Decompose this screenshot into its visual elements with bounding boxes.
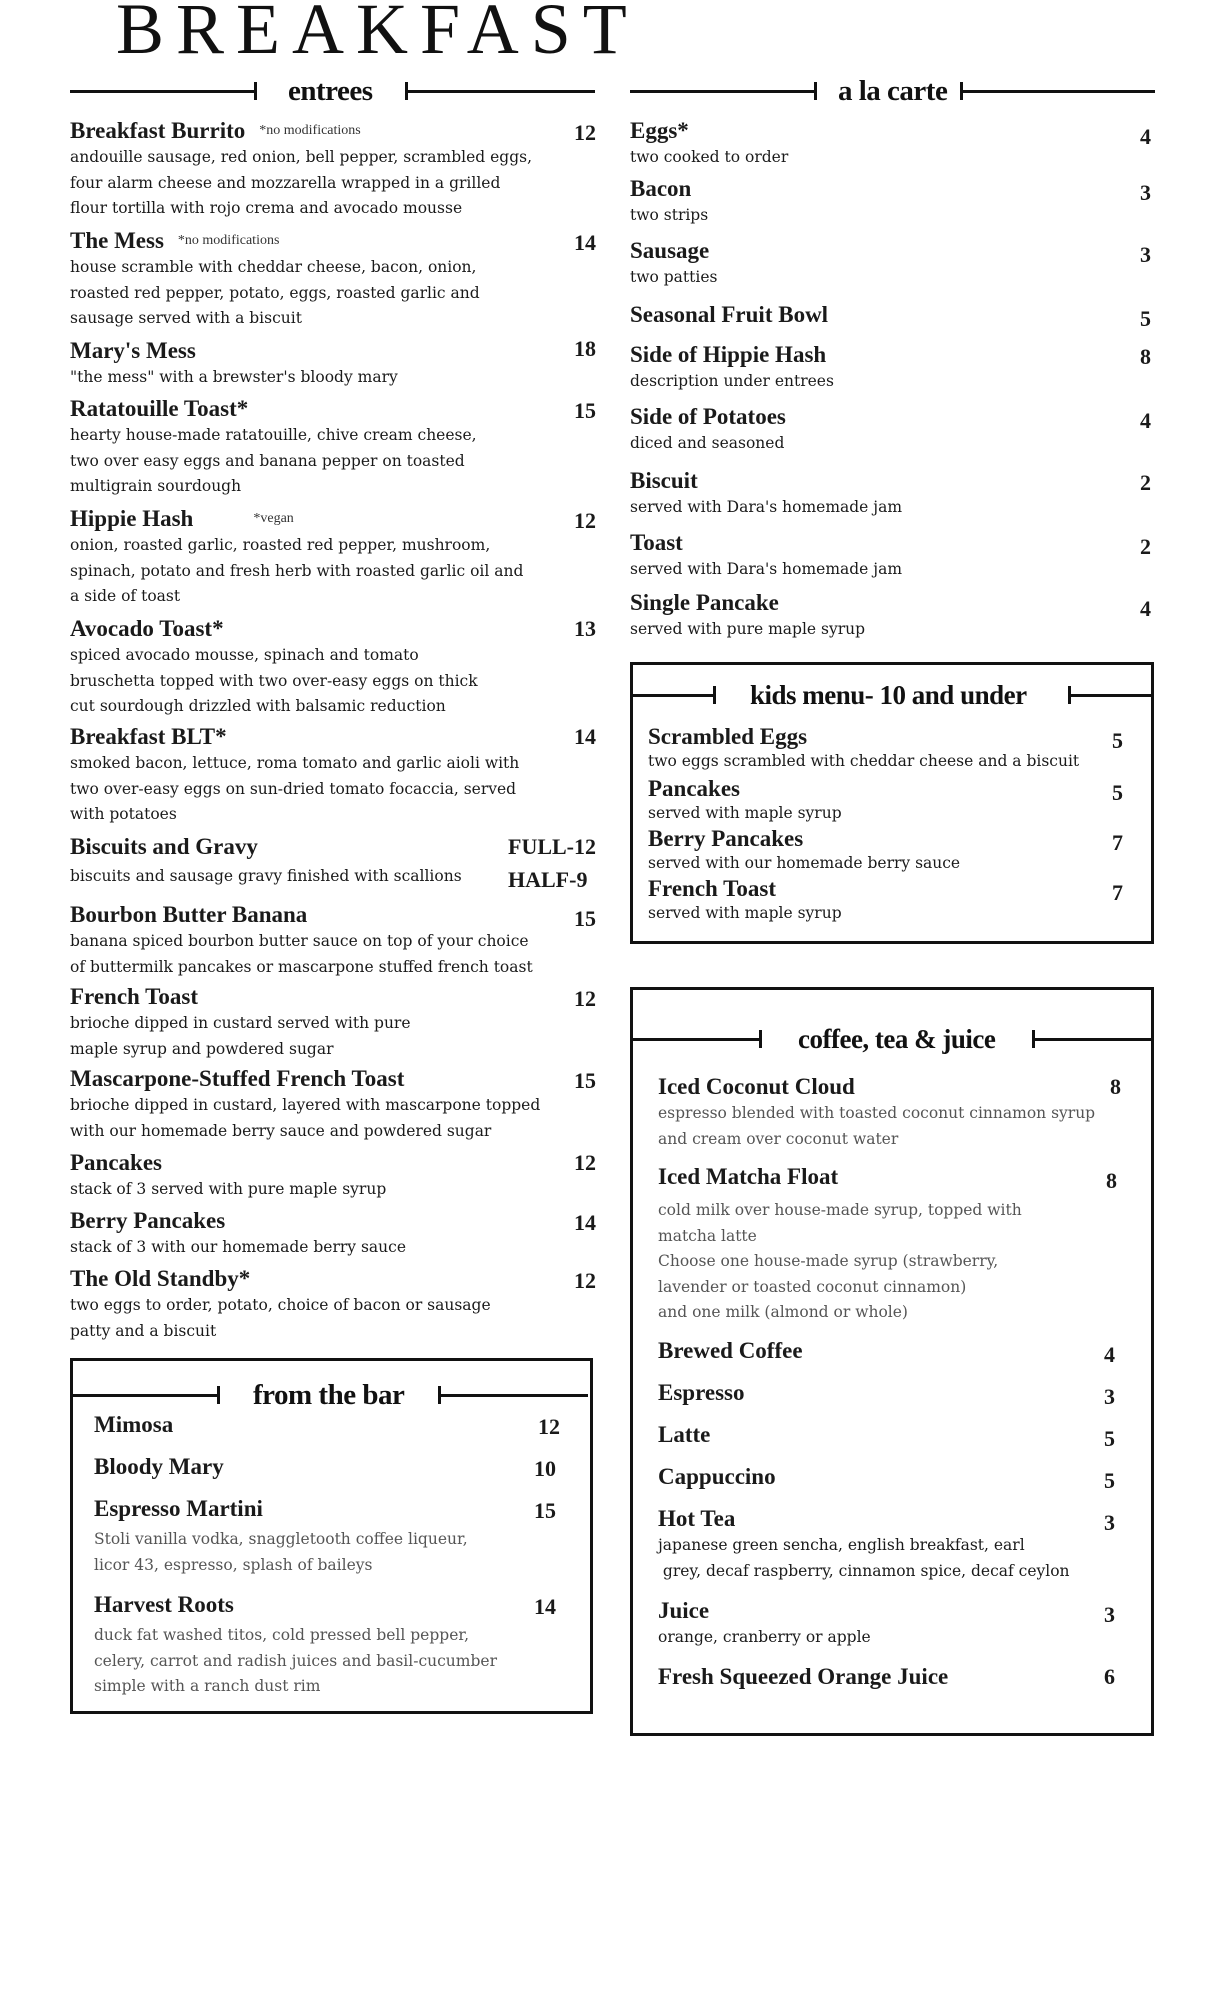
item-description: two cooked to order	[630, 148, 789, 166]
item-description: duck fat washed titos, cold pressed bell pepper,	[94, 1626, 469, 1644]
item-price: 15	[574, 398, 596, 423]
item-price: 14	[574, 724, 596, 749]
item-description: bruschetta topped with two over-easy eggs on thick	[70, 671, 478, 690]
menu-item	[630, 238, 717, 291]
item-price: 10	[534, 1456, 556, 1481]
item-price: 4	[1104, 1342, 1115, 1367]
header-tick-left	[759, 1030, 762, 1048]
item-description: banana spiced bourbon butter sauce on top of your choice	[70, 932, 529, 950]
item-name: Bourbon Butter Banana	[70, 902, 308, 927]
item-description: two eggs scrambled with cheddar cheese and a biscuit	[648, 752, 1080, 770]
item-price: 15	[534, 1498, 556, 1523]
item-price: 4	[1140, 596, 1151, 621]
item-name: Hot Tea	[658, 1506, 736, 1531]
item-description: four alarm cheese and mozzarella wrapped in a grilled	[70, 173, 501, 192]
item-description: simple with a ranch dust rim	[94, 1677, 321, 1695]
menu-item	[70, 1266, 491, 1344]
item-name: French Toast	[70, 984, 199, 1009]
item-description: served with Dara's homemade jam	[630, 560, 903, 578]
item-name: Mimosa	[94, 1412, 174, 1437]
item-name: Mascarpone-Stuffed French Toast	[70, 1066, 405, 1091]
item-description: description under entrees	[630, 372, 834, 390]
menu-item	[630, 342, 834, 395]
menu-item	[630, 302, 828, 328]
menu-item	[630, 468, 902, 521]
menu-item	[70, 984, 411, 1062]
item-price: 14	[574, 230, 596, 255]
item-description: hearty house-made ratatouille, chive cream cheese,	[70, 426, 477, 444]
header-tick-left	[217, 1386, 220, 1404]
bar-header	[70, 1378, 590, 1412]
menu-item	[70, 834, 462, 890]
price-full: FULL-12	[508, 834, 596, 859]
header-tick-left	[814, 82, 817, 100]
menu-item	[648, 876, 842, 924]
item-name: Berry Pancakes	[70, 1208, 226, 1233]
item-description: served with Dara's homemade jam	[630, 498, 903, 516]
item-description: a side of toast	[70, 587, 181, 605]
menu-title: BREAKFAST	[116, 0, 639, 69]
item-note: *vegan	[253, 511, 294, 526]
item-description: grey, decaf raspberry, cinnamon spice, decaf ceylon	[658, 1561, 1070, 1580]
item-description: stack of 3 with our homemade berry sauce	[70, 1238, 406, 1256]
item-note: *no modifications	[177, 233, 280, 248]
item-price: 3	[1104, 1510, 1115, 1535]
kids-heading: kids menu- 10 and under	[750, 680, 1027, 710]
item-name: Breakfast BLT*	[70, 724, 227, 749]
coffee-heading: coffee, tea & juice	[798, 1024, 996, 1054]
item-description: flour tortilla with rojo crema and avocado mousse	[70, 199, 463, 217]
item-name: Brewed Coffee	[658, 1338, 803, 1363]
item-price: 3	[1140, 242, 1151, 267]
item-description: brioche dipped in custard, layered with mascarpone topped	[70, 1096, 541, 1114]
item-description: cold milk over house-made syrup, topped with	[658, 1201, 1022, 1219]
item-price: 14	[574, 1210, 596, 1235]
menu-item	[658, 1164, 1022, 1326]
item-name: Single Pancake	[630, 590, 779, 615]
item-price: 4	[1140, 124, 1151, 149]
item-price: 2	[1140, 534, 1151, 559]
item-name: Sausage	[630, 238, 710, 263]
item-name: Toast	[630, 530, 683, 555]
item-price: 3	[1104, 1602, 1115, 1627]
item-description: house scramble with cheddar cheese, bacon, onion,	[70, 258, 477, 276]
item-price: 8	[1106, 1168, 1117, 1193]
item-name: Biscuit	[630, 468, 698, 493]
item-price: 8	[1110, 1074, 1121, 1099]
header-rule-right	[438, 1394, 588, 1397]
header-tick-left	[254, 82, 257, 100]
menu-item	[94, 1412, 173, 1438]
header-rule-left	[630, 1038, 760, 1041]
item-name: Espresso	[658, 1380, 745, 1405]
menu-item	[630, 590, 865, 643]
item-name: Juice	[658, 1598, 710, 1623]
item-description: espresso blended with toasted coconut cinnamon syrup	[658, 1104, 1096, 1122]
bar-heading: from the bar	[253, 1379, 405, 1411]
kids-header	[630, 678, 1152, 712]
item-price: 5	[1140, 306, 1151, 331]
menu-item	[630, 118, 788, 171]
item-name: Scrambled Eggs	[648, 724, 808, 749]
item-name: Side of Potatoes	[630, 404, 786, 429]
item-description: served with pure maple syrup	[630, 620, 866, 638]
item-description: two patties	[630, 268, 718, 286]
menu-item	[658, 1664, 948, 1690]
item-price: 15	[574, 1068, 596, 1093]
item-price: 5	[1104, 1426, 1115, 1451]
menu-item	[658, 1380, 745, 1406]
item-name: Side of Hippie Hash	[630, 342, 827, 367]
item-name: Cappuccino	[658, 1464, 776, 1489]
item-name: Seasonal Fruit Bowl	[630, 302, 829, 327]
menu-item	[658, 1422, 710, 1448]
coffee-header	[630, 1022, 1152, 1056]
menu-item	[630, 176, 708, 229]
item-name: Fresh Squeezed Orange Juice	[658, 1664, 949, 1689]
item-name: Eggs*	[630, 118, 689, 143]
menu-item	[658, 1074, 1095, 1152]
item-description: sausage served with a biscuit	[70, 309, 302, 327]
header-rule-right	[1068, 694, 1152, 697]
item-price: 7	[1112, 880, 1123, 905]
header-rule-left	[630, 90, 815, 93]
item-description: spinach, potato and fresh herb with roasted garlic oil and	[70, 561, 524, 580]
item-description: celery, carrot and radish juices and basil-cucumber	[94, 1651, 497, 1670]
item-price: 5	[1112, 780, 1123, 805]
item-description: two eggs to order, potato, choice of bacon or sausage	[70, 1296, 491, 1314]
item-description: smoked bacon, lettuce, roma tomato and garlic aioli with	[70, 754, 520, 772]
item-price: 6	[1104, 1664, 1115, 1689]
menu-item	[70, 1150, 386, 1203]
menu-item	[70, 506, 523, 610]
menu-item	[630, 530, 902, 583]
item-description: onion, roasted garlic, roasted red pepper, mushroom,	[70, 536, 491, 554]
item-price: 8	[1140, 344, 1151, 369]
item-description: diced and seasoned	[630, 434, 785, 452]
alacarte-heading: a la carte	[838, 75, 948, 107]
item-description: patty and a biscuit	[70, 1321, 217, 1340]
item-description: two strips	[630, 206, 709, 224]
item-price: 5	[1112, 728, 1123, 753]
item-name: Biscuits and Gravy	[70, 834, 258, 859]
item-description: two over easy eggs and banana pepper on toasted	[70, 451, 465, 470]
menu-item	[94, 1496, 468, 1578]
item-price: 5	[1104, 1468, 1115, 1493]
menu-item	[648, 776, 842, 824]
header-rule-left	[630, 694, 714, 697]
item-description: brioche dipped in custard served with pure	[70, 1014, 411, 1032]
item-price: 12	[574, 1268, 596, 1293]
item-description: served with our homemade berry sauce	[648, 854, 961, 872]
item-description: with potatoes	[70, 805, 177, 823]
header-rule-left	[70, 1394, 218, 1397]
item-price: 13	[574, 616, 596, 641]
item-description: with our homemade berry sauce and powdered sugar	[70, 1121, 492, 1140]
menu-item	[658, 1506, 1070, 1584]
menu-item	[70, 616, 478, 720]
header-tick-left	[713, 686, 716, 704]
alacarte-header	[630, 74, 1155, 108]
header-rule-right	[1032, 1038, 1152, 1041]
item-description: orange, cranberry or apple	[658, 1628, 871, 1646]
item-price: 12	[538, 1414, 560, 1439]
item-description: japanese green sencha, english breakfast, earl	[658, 1536, 1025, 1554]
entrees-header	[70, 74, 595, 108]
menu-item	[648, 826, 960, 874]
item-name: Avocado Toast*	[70, 616, 224, 641]
item-name: Breakfast Burrito	[70, 118, 246, 143]
item-name: Latte	[658, 1422, 711, 1447]
item-price: 14	[534, 1594, 556, 1619]
menu-item	[630, 404, 786, 457]
item-price: 2	[1140, 470, 1151, 495]
item-description: cut sourdough drizzled with balsamic reduction	[70, 697, 446, 715]
menu-item	[658, 1464, 776, 1490]
item-price: 12	[574, 508, 596, 533]
item-name: Harvest Roots	[94, 1592, 234, 1617]
menu-item	[70, 1208, 406, 1261]
item-description: stack of 3 served with pure maple syrup	[70, 1180, 387, 1198]
item-price: 12	[574, 120, 596, 145]
item-description: two over-easy eggs on sun-dried tomato focaccia, served	[70, 779, 517, 798]
menu-item	[70, 724, 519, 828]
item-price: 15	[574, 906, 596, 931]
item-description: roasted red pepper, potato, eggs, roasted garlic and	[70, 283, 480, 302]
menu-item	[658, 1338, 803, 1364]
entrees-heading: entrees	[288, 75, 373, 107]
item-price: 12	[574, 986, 596, 1011]
item-price: 3	[1104, 1384, 1115, 1409]
item-note: *no modifications	[259, 123, 361, 138]
item-name: Hippie Hash	[70, 506, 194, 531]
header-rule-right	[960, 90, 1155, 93]
menu-item	[94, 1454, 224, 1480]
item-price: 12	[574, 1150, 596, 1175]
item-description: biscuits and sausage gravy finished with scallions	[70, 867, 462, 885]
item-name: French Toast	[648, 876, 777, 901]
menu-item	[70, 1066, 540, 1144]
item-price: 4	[1140, 408, 1151, 433]
item-description: served with maple syrup	[648, 904, 842, 922]
item-description: Choose one house-made syrup (strawberry,	[658, 1252, 999, 1270]
item-name: Espresso Martini	[94, 1496, 263, 1521]
item-description: licor 43, espresso, splash of baileys	[94, 1555, 373, 1574]
header-rule-left	[70, 90, 255, 93]
header-rule-right	[405, 90, 595, 93]
item-name: The Old Standby*	[70, 1266, 251, 1291]
item-price: 18	[574, 336, 596, 361]
item-price: 7	[1112, 830, 1123, 855]
item-description: spiced avocado mousse, spinach and tomato	[70, 646, 419, 664]
item-description: of buttermilk pancakes or mascarpone stuffed french toast	[70, 957, 533, 976]
item-description: Stoli vanilla vodka, snaggletooth coffee liqueur,	[94, 1530, 468, 1548]
item-name: Iced Coconut Cloud	[658, 1074, 855, 1099]
item-name: Ratatouille Toast*	[70, 396, 249, 421]
item-description: and cream over coconut water	[658, 1129, 899, 1148]
item-name: Iced Matcha Float	[658, 1164, 839, 1189]
item-description: and one milk (almond or whole)	[658, 1303, 908, 1321]
price-half: HALF-9	[508, 867, 588, 892]
menu-item	[70, 396, 477, 500]
item-name: Mary's Mess	[70, 338, 196, 363]
item-price: 3	[1140, 180, 1151, 205]
menu-item	[70, 338, 398, 391]
item-name: Berry Pancakes	[648, 826, 804, 851]
menu-item	[648, 724, 1079, 772]
item-description: served with maple syrup	[648, 804, 842, 822]
menu-item	[70, 118, 532, 222]
menu-item	[70, 228, 480, 332]
item-name: Pancakes	[70, 1150, 162, 1175]
item-name: Pancakes	[648, 776, 740, 801]
item-description: andouille sausage, red onion, bell pepper, scrambled eggs,	[70, 148, 533, 166]
item-description: lavender or toasted coconut cinnamon)	[658, 1277, 967, 1296]
item-description: "the mess" with a brewster's bloody mary	[70, 368, 398, 386]
item-description: matcha latte	[658, 1226, 757, 1245]
item-name: The Mess	[70, 228, 164, 253]
menu-item	[70, 902, 533, 980]
item-name: Bacon	[630, 176, 692, 201]
item-name: Bloody Mary	[94, 1454, 224, 1479]
item-description: multigrain sourdough	[70, 477, 242, 495]
item-description: maple syrup and powdered sugar	[70, 1039, 334, 1058]
menu-item	[94, 1592, 497, 1700]
menu-item	[658, 1598, 871, 1651]
